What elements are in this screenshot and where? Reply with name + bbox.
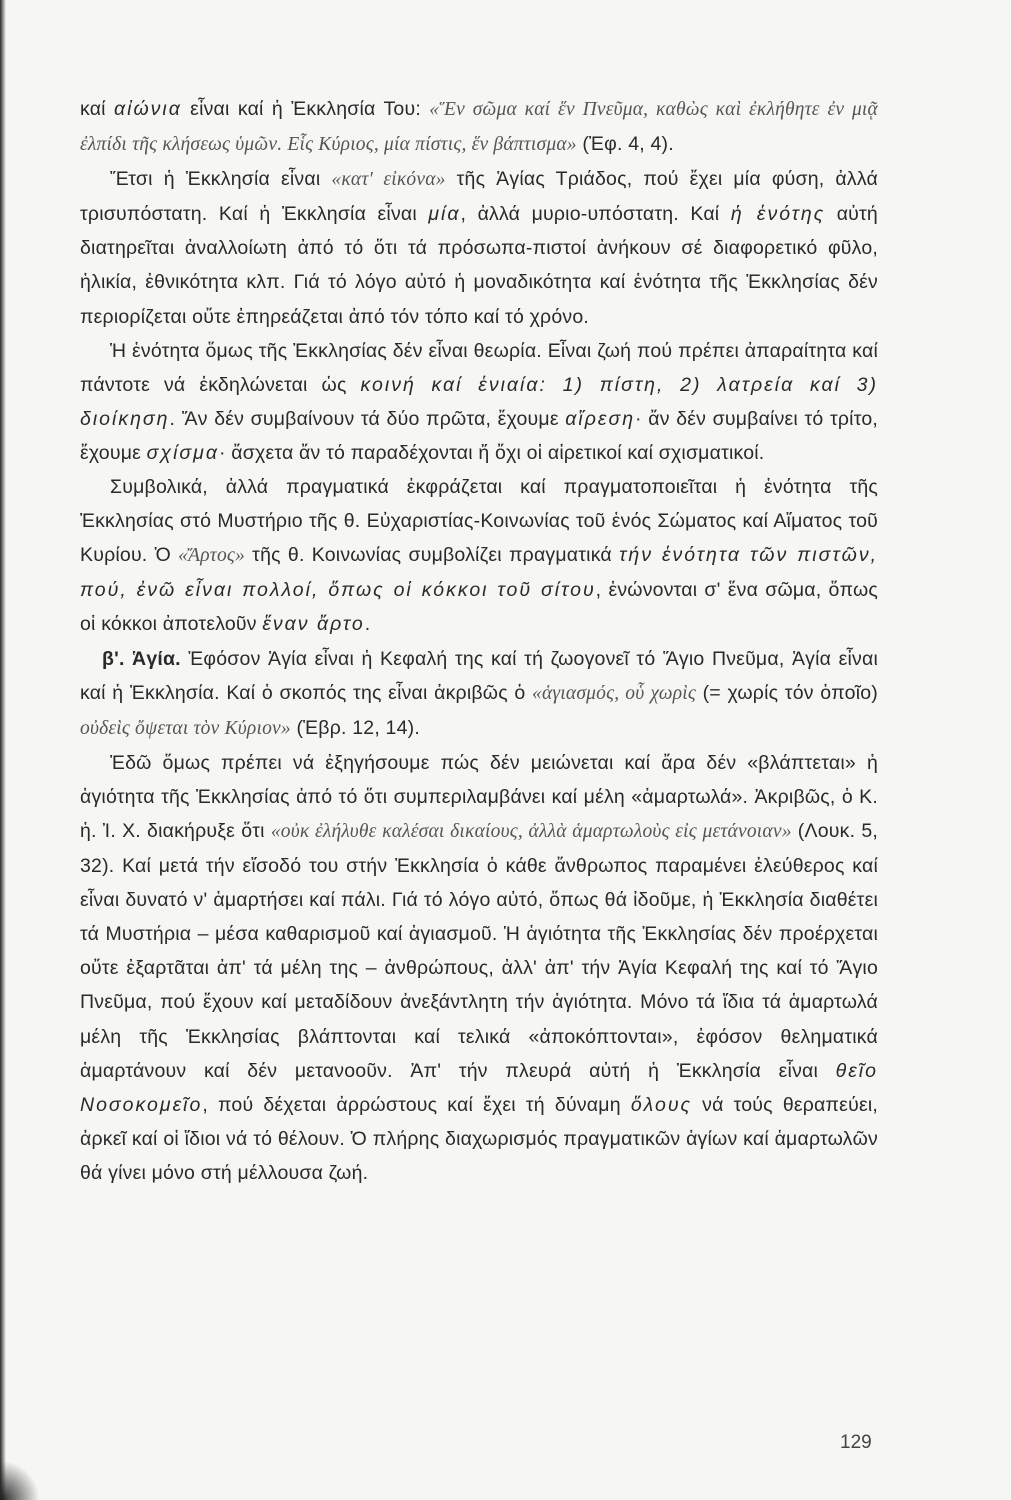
paragraph: Ἔτσι ἡ Ἐκκλησία εἶναι «κατ' εἰκόνα» τῆς Ἁγίας Τριάδος, πού ἔχει μία φύση, ἀλλά τρισυπόστατη. Καί ἡ Ἐκκλησία εἶναι μία, ἀλλά μυριο-υπόστατη. Καί ἡ ἑνότης αὐτή διατηρεῖται ἀναλλοίωτη ἀπό τό ὅτι τά πρόσωπα-πιστοί ἀνήκουν σέ διαφορετικό φῦλο, ἡλικία, ἐθνικότητα κλπ. Γιά τό λόγο αὐτό ἡ μοναδικότητα καί ἑνότητα τῆς Ἐκκλησίας δέν περιορίζεται οὔτε ἐπηρεάζεται ἀπό τόν τόπο καί τό χρόνο.	[80, 168, 878, 328]
emphasis-spaced: αἵρεση	[565, 407, 636, 430]
quotation: «Ἄρτος»	[178, 545, 245, 567]
page-corner-shadow	[0, 1460, 40, 1500]
emphasis-spaced: κοινή καί ἑνιαία: 1) πίστη, 2) λατρεία καί 3) διοίκηση	[80, 373, 878, 430]
quotation: «Ἕν σῶμα καί ἕν Πνεῦμα, καθὼς καὶ ἐκλήθητε ἐν μιᾷ ἐλπίδι τῆς κλήσεως ὑμῶν. Εἷς Κύριος, μία πίστις, ἕν βάπτισμα»	[80, 99, 878, 156]
emphasis-spaced: σχίσμα	[146, 441, 219, 464]
paragraph: Ἡ ἑνότητα ὅμως τῆς Ἐκκλησίας δέν εἶναι θεωρία. Εἶναι ζωή πού πρέπει ἀπαραίτητα καί πάντοτε νά ἐκδηλώνεται ὡς κοινή καί ἑνιαία: 1) πίστη, 2) λατρεία καί 3) διοίκηση. Ἄν δέν συμβαίνουν τά δύο πρῶτα, ἔχουμε αἵρεση· ἄν δέν συμβαίνει τό τρίτο, ἔχουμε σχίσμα· ἄσχετα ἄν τό παραδέχονται ἤ ὄχι οἱ αἱρετικοί καί σχισματικοί.	[80, 339, 878, 464]
emphasis-spaced: ὅλους	[630, 1093, 693, 1116]
paragraph: β'. Ἁγία. Ἐφόσον Ἁγία εἶναι ἡ Κεφαλή της καί τή ζωογονεῖ τό Ἅγιο Πνεῦμα, Ἁγία εἶναι καί ἡ Ἐκκλησία. Καί ὁ σκοπός της εἶναι ἀκριβῶς ὁ «ἁγιασμός, οὗ χωρὶς (= χωρίς τόν ὁποῖο) οὐδεὶς ὄψεται τὸν Κύριον» (Ἑβρ. 12, 14).	[80, 647, 878, 739]
quotation: οὐδεὶς ὄψεται τὸν Κύριον»	[80, 717, 291, 739]
section-heading: β'. Ἁγία.	[102, 647, 181, 670]
paragraph: καί αἰώνια εἶναι καί ἡ Ἐκκλησία Του: «Ἕν σῶμα καί ἕν Πνεῦμα, καθὼς καὶ ἐκλήθητε ἐν μιᾷ ἐλπίδι τῆς κλήσεως ὑμῶν. Εἷς Κύριος, μία πίστις, ἕν βάπτισμα» (Ἐφ. 4, 4).	[80, 98, 878, 156]
emphasis-spaced: τήν ἑνότητα τῶν πιστῶν, πού, ἐνῶ εἶναι πολλοί, ὅπως οἱ κόκκοι τοῦ σίτου	[80, 544, 879, 602]
emphasis-spaced: ἡ ἑνότης	[730, 203, 826, 226]
emphasis-spaced: αἰώνια	[114, 98, 182, 120]
emphasis-spaced: ἕναν ἄρτο	[262, 613, 365, 636]
emphasis-spaced: μία	[428, 203, 461, 226]
page-edge-shadow	[0, 0, 6, 1500]
quotation: «ἁγιασμός, οὗ χωρὶς	[532, 682, 697, 704]
paragraph: Ἐδῶ ὅμως πρέπει νά ἐξηγήσουμε πώς δέν μειώνεται καί ἄρα δέν «βλάπτεται» ἡ ἁγιότητα τῆς Ἐκκλησίας ἀπό τό ὅτι συμπεριλαμβάνει καί μέλη «ἁμαρτωλά». Ἀκριβῶς, ὁ Κ. ἡ. Ἰ. Χ. διακήρυξε ὅτι «οὐκ ἐλήλυθε καλέσαι δικαίους, ἀλλὰ ἁμαρτωλοὺς εἰς μετάνοιαν» (Λουκ. 5, 32). Καί μετά τήν εἴσοδό του στήν Ἐκκλησία ὁ κάθε ἄνθρωπος παραμένει ἐλεύθερος καί εἶναι δυνατό ν' ἁμαρτήσει καί πάλι. Γιά τό λόγο αὐτό, ὅπως θά ἰδοῦμε, ἡ Ἐκκλησία διαθέτει τά Μυστήρια – μέσα καθαρισμοῦ καί ἁγιασμοῦ. Ἡ ἁγιότητα τῆς Ἐκκλησίας δέν προέρχεται οὔτε ἐξαρτᾶται ἀπ' τά μέλη της – ἀνθρώπους, ἀλλ' ἀπ' τήν Ἁγία Κεφαλή της καί τό Ἅγιο Πνεῦμα, πού ἔχουν καί μεταδίδουν ἀνεξάντλητη τήν ἁγιότητα. Μόνο τά ἴδια τά ἁμαρτωλά μέλη τῆς Ἐκκλησίας βλάπτονται καί τελικά «ἀποκόπτονται», ἐφόσον θεληματικά ἁμαρτάνουν καί δέν μετανοοῦν. Ἀπ' τήν πλευρά αὐτή ἡ Ἐκκλησία εἶναι θεῖο Νοσοκομεῖο, πού δέχεται ἀρρώστους καί ἔχει τή δύναμη ὅλους νά τούς θεραπεύει, ἀρκεῖ καί οἱ ἴδιοι νά τό θέλουν. Ὁ πλήρης διαχωρισμός πραγματικῶν ἁγίων καί ἁμαρτωλῶν θά γίνει μόνο στή μέλλουσα ζωή.	[80, 751, 878, 1184]
body-text	[80, 92, 878, 1190]
paragraph: Συμβολικά, ἀλλά πραγματικά ἐκφράζεται καί πραγματοποιεῖται ἡ ἑνότητα τῆς Ἐκκλησίας στό Μυστήριο τῆς θ. Εὐχαριστίας-Κοινωνίας τοῦ ἑνός Σώματος καί Αἵματος τοῦ Κυρίου. Ὁ «Ἄρτος» τῆς θ. Κοινωνίας συμβολίζει πραγματικά τήν ἑνότητα τῶν πιστῶν, πού, ἐνῶ εἶναι πολλοί, ὅπως οἱ κόκκοι τοῦ σίτου, ἑνώνονται σ' ἕνα σῶμα, ὅπως οἱ κόκκοι ἀποτελοῦν ἕναν ἄρτο.	[80, 476, 879, 636]
emphasis-spaced: θεῖο Νοσοκομεῖο	[80, 1059, 878, 1116]
quotation: «κατ' εἰκόνα»	[331, 169, 446, 191]
quotation: «οὐκ ἐλήλυθε καλέσαι δικαίους, ἀλλὰ ἁμαρτωλοὺς εἰς μετάνοιαν»	[270, 820, 792, 842]
page-number: 129	[840, 1432, 872, 1453]
